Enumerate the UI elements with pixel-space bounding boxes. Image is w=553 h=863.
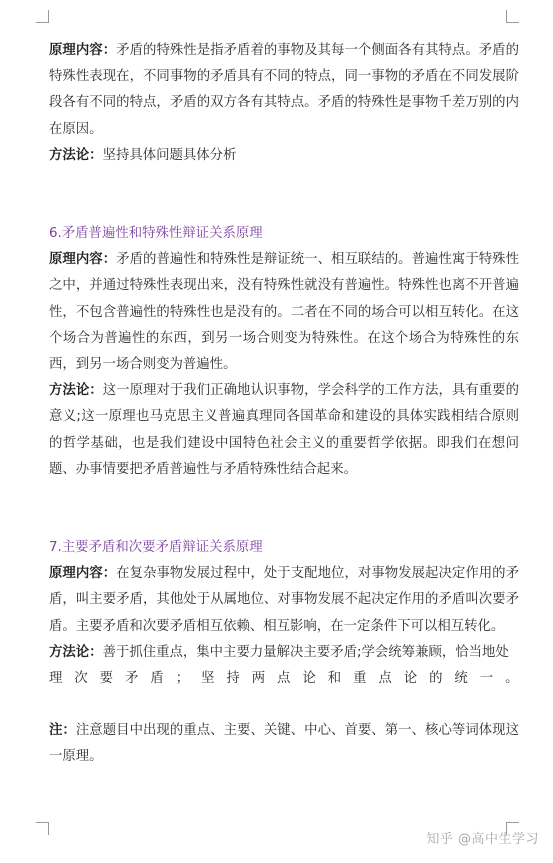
- s7-method-label: 方法论：: [49, 644, 103, 660]
- s7-method: [49, 640, 519, 666]
- note: [49, 718, 519, 770]
- s7-principle-text: 在复杂事物发展过程中，处于支配地位，对事物发展起决定作用的矛盾，叫主要矛盾，其他处于从属地位、对事物发展不起决定作用的矛盾叫次要矛盾。主要矛盾和次要矛盾相互依赖、相互影响，在一定条件下可以相互转化。: [49, 566, 520, 634]
- crop-mark-bottom-left: [36, 822, 49, 835]
- s5-method: [49, 143, 519, 169]
- s6-principle: [49, 247, 519, 378]
- s6-heading: 6.矛盾普遍性和特殊性辩证关系原理: [49, 226, 263, 242]
- s6-principle-text: 矛盾的普遍性和特殊性是辩证统一、相互联结的。普遍性寓于特殊性之中，并通过特殊性表现出来，没有特殊性就没有普遍性。特殊性也离不开普遍性，不包含普遍性的特殊性也是没有的。二者在不同的场合可以相互转化。在这个场合为普遍性的东西，到另一场合则变为特殊性。在这个场合为特殊性的东西，到另一场合则变为普遍性。: [49, 252, 520, 373]
- s6-method-label: 方法论：: [49, 383, 103, 399]
- s6-method: [49, 378, 519, 483]
- s7-principle: [49, 561, 519, 640]
- crop-mark-top-left: [36, 10, 49, 23]
- s7-heading: 7.主要矛盾和次要矛盾辩证关系原理: [49, 540, 263, 556]
- spacer: [49, 169, 519, 221]
- spacer: [49, 692, 519, 718]
- crop-mark-top-right: [506, 10, 519, 23]
- s5-method-text: 坚持具体问题具体分析: [102, 147, 237, 163]
- s5-principle-label: 原理内容：: [49, 43, 117, 58]
- s5-principle: [49, 38, 519, 143]
- s6-method-text: 这一原理对于我们正确地认识事物，学会科学的工作方法，具有重要的意义;这一原理也马克思主义普遍真理同各国革命和建设的具体实践相结合原则的哲学基础，也是我们建设中国特色社会主义的重要哲学依据。即我们在想问题、办事情要把矛盾普遍性与矛盾特殊性结合起来。: [49, 383, 519, 477]
- s7-method-text-line1: 善于抓住重点，集中主要力量解决主要矛盾;学会统筹兼顾，恰当地处: [102, 644, 509, 660]
- s6-principle-label: 原理内容：: [49, 252, 117, 268]
- s5-principle-text: 矛盾的特殊性是指矛盾着的事物及其每一个侧面各有其特点。矛盾的特殊性表现在，不同事物的矛盾具有不同的特点，同一事物的矛盾在不同发展阶段各有不同的特点，矛盾的双方各有其特点。矛盾的特殊性是事物千差万别的内在原因。: [49, 43, 520, 137]
- s7-method-line2: 理次要矛盾；坚持两点论和重点论的统一。: [49, 671, 519, 687]
- watermark: 知乎 @高中生学习: [426, 832, 539, 847]
- s7-principle-label: 原理内容：: [49, 566, 117, 582]
- s5-method-label: 方法论：: [49, 147, 103, 163]
- note-text: 注意题目中出现的重点、主要、关键、中心、首要、第一、核心等词体现这一原理。: [49, 723, 519, 765]
- spacer: [49, 483, 519, 535]
- document-body: [49, 38, 519, 771]
- note-label: 注：: [49, 723, 76, 739]
